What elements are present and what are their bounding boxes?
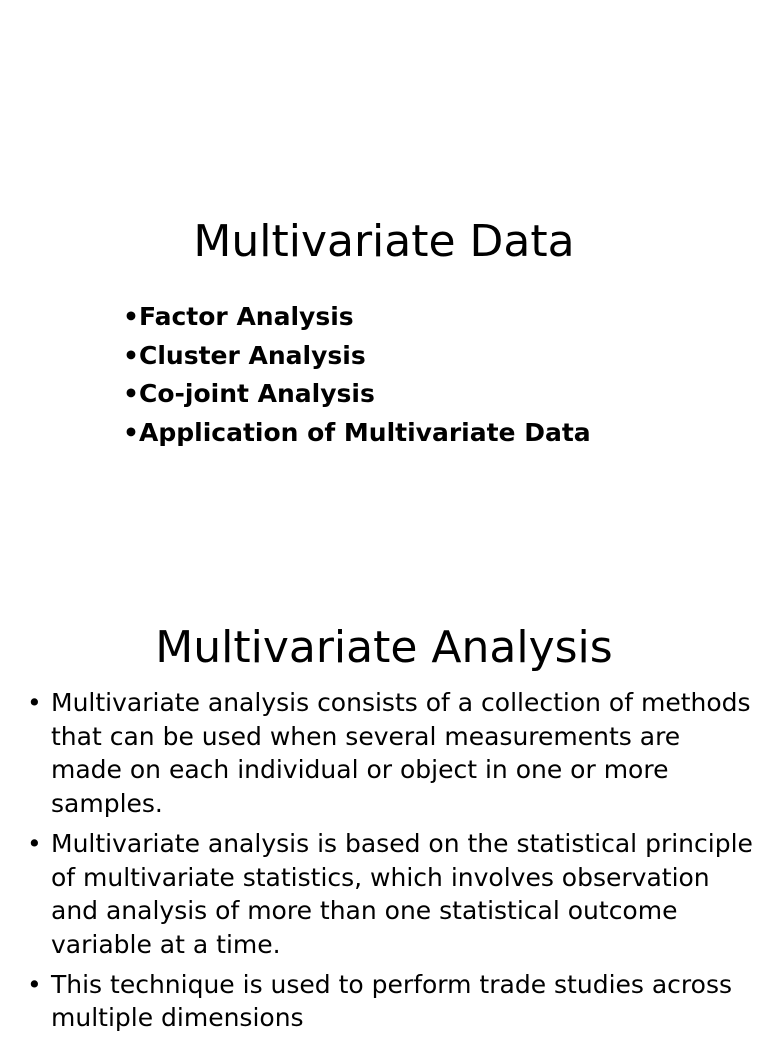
point-item <box>27 686 757 821</box>
slide-title: Multivariate Analysis <box>155 622 613 673</box>
point-list <box>27 686 757 1041</box>
point-item <box>27 968 757 1035</box>
bullet-icon: • <box>27 688 42 717</box>
topic-item-co-joint-analysis: •Co-joint Analysis <box>123 379 375 409</box>
topic-item-cluster-analysis: •Cluster Analysis <box>123 340 366 370</box>
bullet-icon: • <box>27 828 42 858</box>
point-text: Multivariate analysis consists of a collection of methods that can be used when several measurements are made on each individual or object in one or more samples. <box>51 688 751 819</box>
slide-title: Multivariate Data <box>193 216 575 267</box>
point-item <box>27 827 757 962</box>
topic-item-factor-analysis: •Factor Analysis <box>123 302 354 331</box>
point-text: Multivariate analysis is based on the statistical principle of multivariate statistics, which involves observation and analysis of more than one statistical outcome variable at a time. <box>51 828 753 959</box>
bullet-icon: • <box>27 969 42 999</box>
point-text: This technique is used to perform trade studies across multiple dimensions <box>51 969 733 1033</box>
topic-list <box>123 298 591 453</box>
slide-multivariate-analysis <box>0 580 768 1033</box>
topic-item-application: •Application of Multivariate Data <box>123 418 591 448</box>
